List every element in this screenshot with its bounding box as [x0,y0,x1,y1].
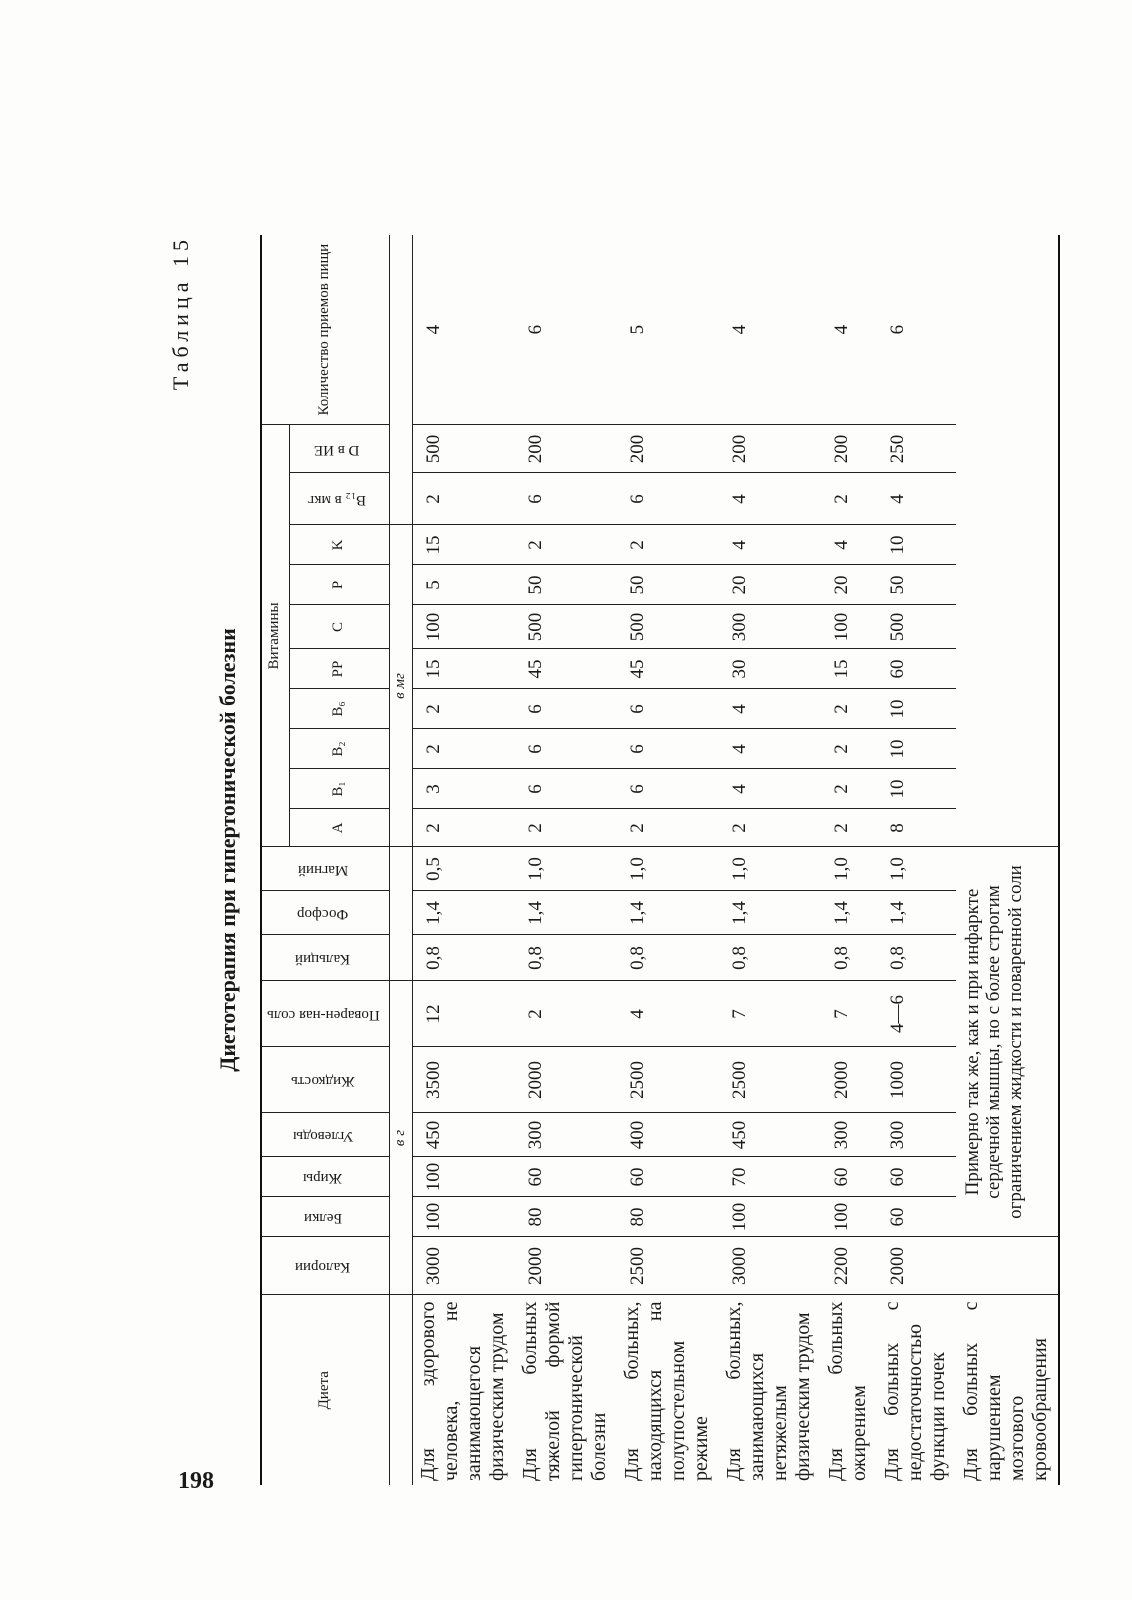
carbs-cell: 450 [719,1113,821,1157]
phosphorus-cell: 1,4 [617,891,719,935]
vitamin-b2-cell: 4 [719,729,821,769]
vitamin-pp-cell: 60 [877,649,956,689]
vitamin-b1-cell: 6 [617,769,719,809]
phosphorus-cell: 1,4 [515,891,617,935]
unit-blank-2 [389,847,412,981]
vitamin-a-cell: 2 [412,809,515,847]
vitamin-c-cell: 500 [617,605,719,649]
header-vitamin-b6: B₆ [289,689,389,729]
vitamin-b6-cell: 2 [821,689,877,729]
unit-grams: в г [389,981,412,1295]
header-vitamin-p: P [289,565,389,605]
liquid-cell: 1000 [877,1047,956,1113]
diet-name: Для больных ожирением [821,1295,877,1485]
proteins-cell: 80 [515,1197,617,1237]
table-row [412,235,515,1485]
note-cell: Примерно так же, как и при инфаркте сердечной мышцы, но с более строгим ограничением жидкости и поваренной соли [956,847,1059,1237]
calcium-cell: 0,8 [719,935,821,981]
vitamin-b12-cell: 2 [412,473,515,525]
vitamin-c-cell: 300 [719,605,821,649]
magnesium-cell: 1,0 [719,847,821,891]
fats-cell: 100 [412,1157,515,1197]
page-number: 198 [178,1468,214,1494]
vitamin-p-cell: 50 [877,565,956,605]
liquid-cell: 2500 [719,1047,821,1113]
vitamin-b2-cell: 10 [877,729,956,769]
calories-cell [956,1237,1059,1295]
vitamin-b1-cell: 4 [719,769,821,809]
calories-cell: 3000 [412,1237,515,1295]
table-row [617,235,719,1485]
liquid-cell: 2000 [821,1047,877,1113]
vitamin-b2-cell: 2 [412,729,515,769]
table-row [515,235,617,1485]
diet-name: Для здорового человека, не занимающегося физическим трудом [412,1295,515,1485]
salt-cell: 4—6 [877,981,956,1047]
fats-cell: 60 [821,1157,877,1197]
meals-cell: 4 [821,235,877,425]
vitamin-pp-cell: 15 [821,649,877,689]
calcium-cell: 0,8 [877,935,956,981]
proteins-cell: 80 [617,1197,719,1237]
salt-cell: 7 [821,981,877,1047]
vitamin-pp-cell: 30 [719,649,821,689]
header-vitamin-k: K [289,525,389,565]
liquid-cell: 2000 [515,1047,617,1113]
vitamin-d-cell: 200 [617,425,719,473]
calcium-cell: 0,8 [821,935,877,981]
proteins-cell: 100 [719,1197,821,1237]
calories-cell: 2500 [617,1237,719,1295]
vitamin-p-cell: 20 [719,565,821,605]
vitamin-p-cell: 50 [617,565,719,605]
salt-cell: 7 [719,981,821,1047]
salt-cell: 4 [617,981,719,1047]
table-label: Таблица 15 [168,235,193,391]
vitamin-c-cell: 100 [821,605,877,649]
liquid-cell: 3500 [412,1047,515,1113]
vitamin-b6-cell: 6 [617,689,719,729]
vitamin-p-cell: 20 [821,565,877,605]
carbs-cell: 300 [877,1113,956,1157]
fats-cell: 70 [719,1157,821,1197]
salt-cell: 12 [412,981,515,1047]
meals-cell: 5 [617,235,719,425]
header-vitamin-c: C [289,605,389,649]
header-vitamin-b12: B₁₂ в мкг [289,473,389,525]
calories-cell: 2000 [877,1237,956,1295]
header-phosphorus: Фосфор [261,891,389,935]
vitamin-b12-cell: 4 [877,473,956,525]
vitamin-pp-cell: 15 [412,649,515,689]
vitamin-a-cell: 2 [515,809,617,847]
header-calcium: Кальций [261,935,389,981]
salt-cell: 2 [515,981,617,1047]
vitamin-d-cell: 200 [515,425,617,473]
header-vitamin-b1: B₁ [289,769,389,809]
vitamin-d-cell: 500 [412,425,515,473]
empty-cell [956,235,1059,847]
phosphorus-cell: 1,4 [412,891,515,935]
vitamin-b2-cell: 6 [617,729,719,769]
magnesium-cell: 1,0 [877,847,956,891]
calories-cell: 2000 [515,1237,617,1295]
magnesium-cell: 1,0 [617,847,719,891]
carbs-cell: 300 [821,1113,877,1157]
table-row [821,235,877,1485]
vitamin-b12-cell: 6 [617,473,719,525]
diet-name: Для больных тяжелой формой гипертонической болезни [515,1295,617,1485]
table-row [719,235,821,1485]
header-liquid: Жидкость [261,1047,389,1113]
header-salt: Поварен-ная соль [261,981,389,1047]
calcium-cell: 0,8 [617,935,719,981]
calcium-cell: 0,8 [515,935,617,981]
vitamin-d-cell: 200 [821,425,877,473]
table-row [877,235,956,1485]
vitamin-b1-cell: 10 [877,769,956,809]
header-vitamin-pp: PP [289,649,389,689]
vitamin-c-cell: 100 [412,605,515,649]
vitamin-b12-cell: 6 [515,473,617,525]
vitamin-k-cell: 2 [617,525,719,565]
vitamin-pp-cell: 45 [617,649,719,689]
header-vitamin-a: A [289,809,389,847]
phosphorus-cell: 1,4 [719,891,821,935]
vitamin-a-cell: 2 [719,809,821,847]
meals-cell: 6 [515,235,617,425]
vitamin-b6-cell: 4 [719,689,821,729]
vitamin-k-cell: 2 [515,525,617,565]
proteins-cell: 100 [412,1197,515,1237]
carbs-cell: 300 [515,1113,617,1157]
table-row [956,235,1059,1485]
vitamin-k-cell: 15 [412,525,515,565]
header-vitamins: Витамины [261,425,289,847]
rotated-table-page [160,200,1051,1500]
vitamin-p-cell: 50 [515,565,617,605]
magnesium-cell: 0,5 [412,847,515,891]
calories-cell: 2200 [821,1237,877,1295]
unit-milligrams: в мг [389,525,412,847]
vitamin-k-cell: 4 [821,525,877,565]
diet-name: Для больных, занимающихся нетяжелым физическим трудом [719,1295,821,1485]
phosphorus-cell: 1,4 [877,891,956,935]
vitamin-b12-cell: 4 [719,473,821,525]
header-diet: Диета [261,1295,389,1485]
vitamin-b2-cell: 2 [821,729,877,769]
header-carbs: Углеводы [261,1113,389,1157]
unit-blank [389,1295,412,1485]
magnesium-cell: 1,0 [515,847,617,891]
header-vitamin-d: D в ИЕ [289,425,389,473]
vitamin-a-cell: 2 [617,809,719,847]
header-fats: Жиры [261,1157,389,1197]
header-vitamin-b2: B₂ [289,729,389,769]
vitamin-d-cell: 200 [719,425,821,473]
unit-blank-3 [389,235,412,525]
meals-cell: 6 [877,235,956,425]
vitamin-k-cell: 4 [719,525,821,565]
vitamin-k-cell: 10 [877,525,956,565]
carbs-cell: 450 [412,1113,515,1157]
vitamin-c-cell: 500 [877,605,956,649]
diet-table [260,235,1060,1485]
proteins-cell: 100 [821,1197,877,1237]
header-magnesium: Магний [261,847,389,891]
vitamin-a-cell: 8 [877,809,956,847]
phosphorus-cell: 1,4 [821,891,877,935]
diet-name: Для больных, находящихся на полупостельном режиме [617,1295,719,1485]
fats-cell: 60 [877,1157,956,1197]
header-calories: Калории [261,1237,389,1295]
vitamin-b1-cell: 6 [515,769,617,809]
vitamin-pp-cell: 45 [515,649,617,689]
header-meals: Количество приемов пищи [261,235,389,425]
fats-cell: 60 [617,1157,719,1197]
vitamin-p-cell: 5 [412,565,515,605]
vitamin-b1-cell: 3 [412,769,515,809]
calories-cell: 3000 [719,1237,821,1295]
vitamin-c-cell: 500 [515,605,617,649]
vitamin-a-cell: 2 [821,809,877,847]
vitamin-b12-cell: 2 [821,473,877,525]
vitamin-b6-cell: 2 [412,689,515,729]
fats-cell: 60 [515,1157,617,1197]
carbs-cell: 400 [617,1113,719,1157]
vitamin-b6-cell: 6 [515,689,617,729]
vitamin-b1-cell: 2 [821,769,877,809]
proteins-cell: 60 [877,1197,956,1237]
diet-name: Для больных с недостаточностью функции почек [877,1295,956,1485]
calcium-cell: 0,8 [412,935,515,981]
vitamin-b6-cell: 10 [877,689,956,729]
liquid-cell: 2500 [617,1047,719,1113]
meals-cell: 4 [412,235,515,425]
vitamin-d-cell: 250 [877,425,956,473]
header-proteins: Белки [261,1197,389,1237]
table-title: Диетотерапия при гипертонической болезни [215,628,240,1072]
magnesium-cell: 1,0 [821,847,877,891]
vitamin-b2-cell: 6 [515,729,617,769]
diet-name: Для больных с нарушением мозгового кровообращения [956,1295,1059,1485]
meals-cell: 4 [719,235,821,425]
